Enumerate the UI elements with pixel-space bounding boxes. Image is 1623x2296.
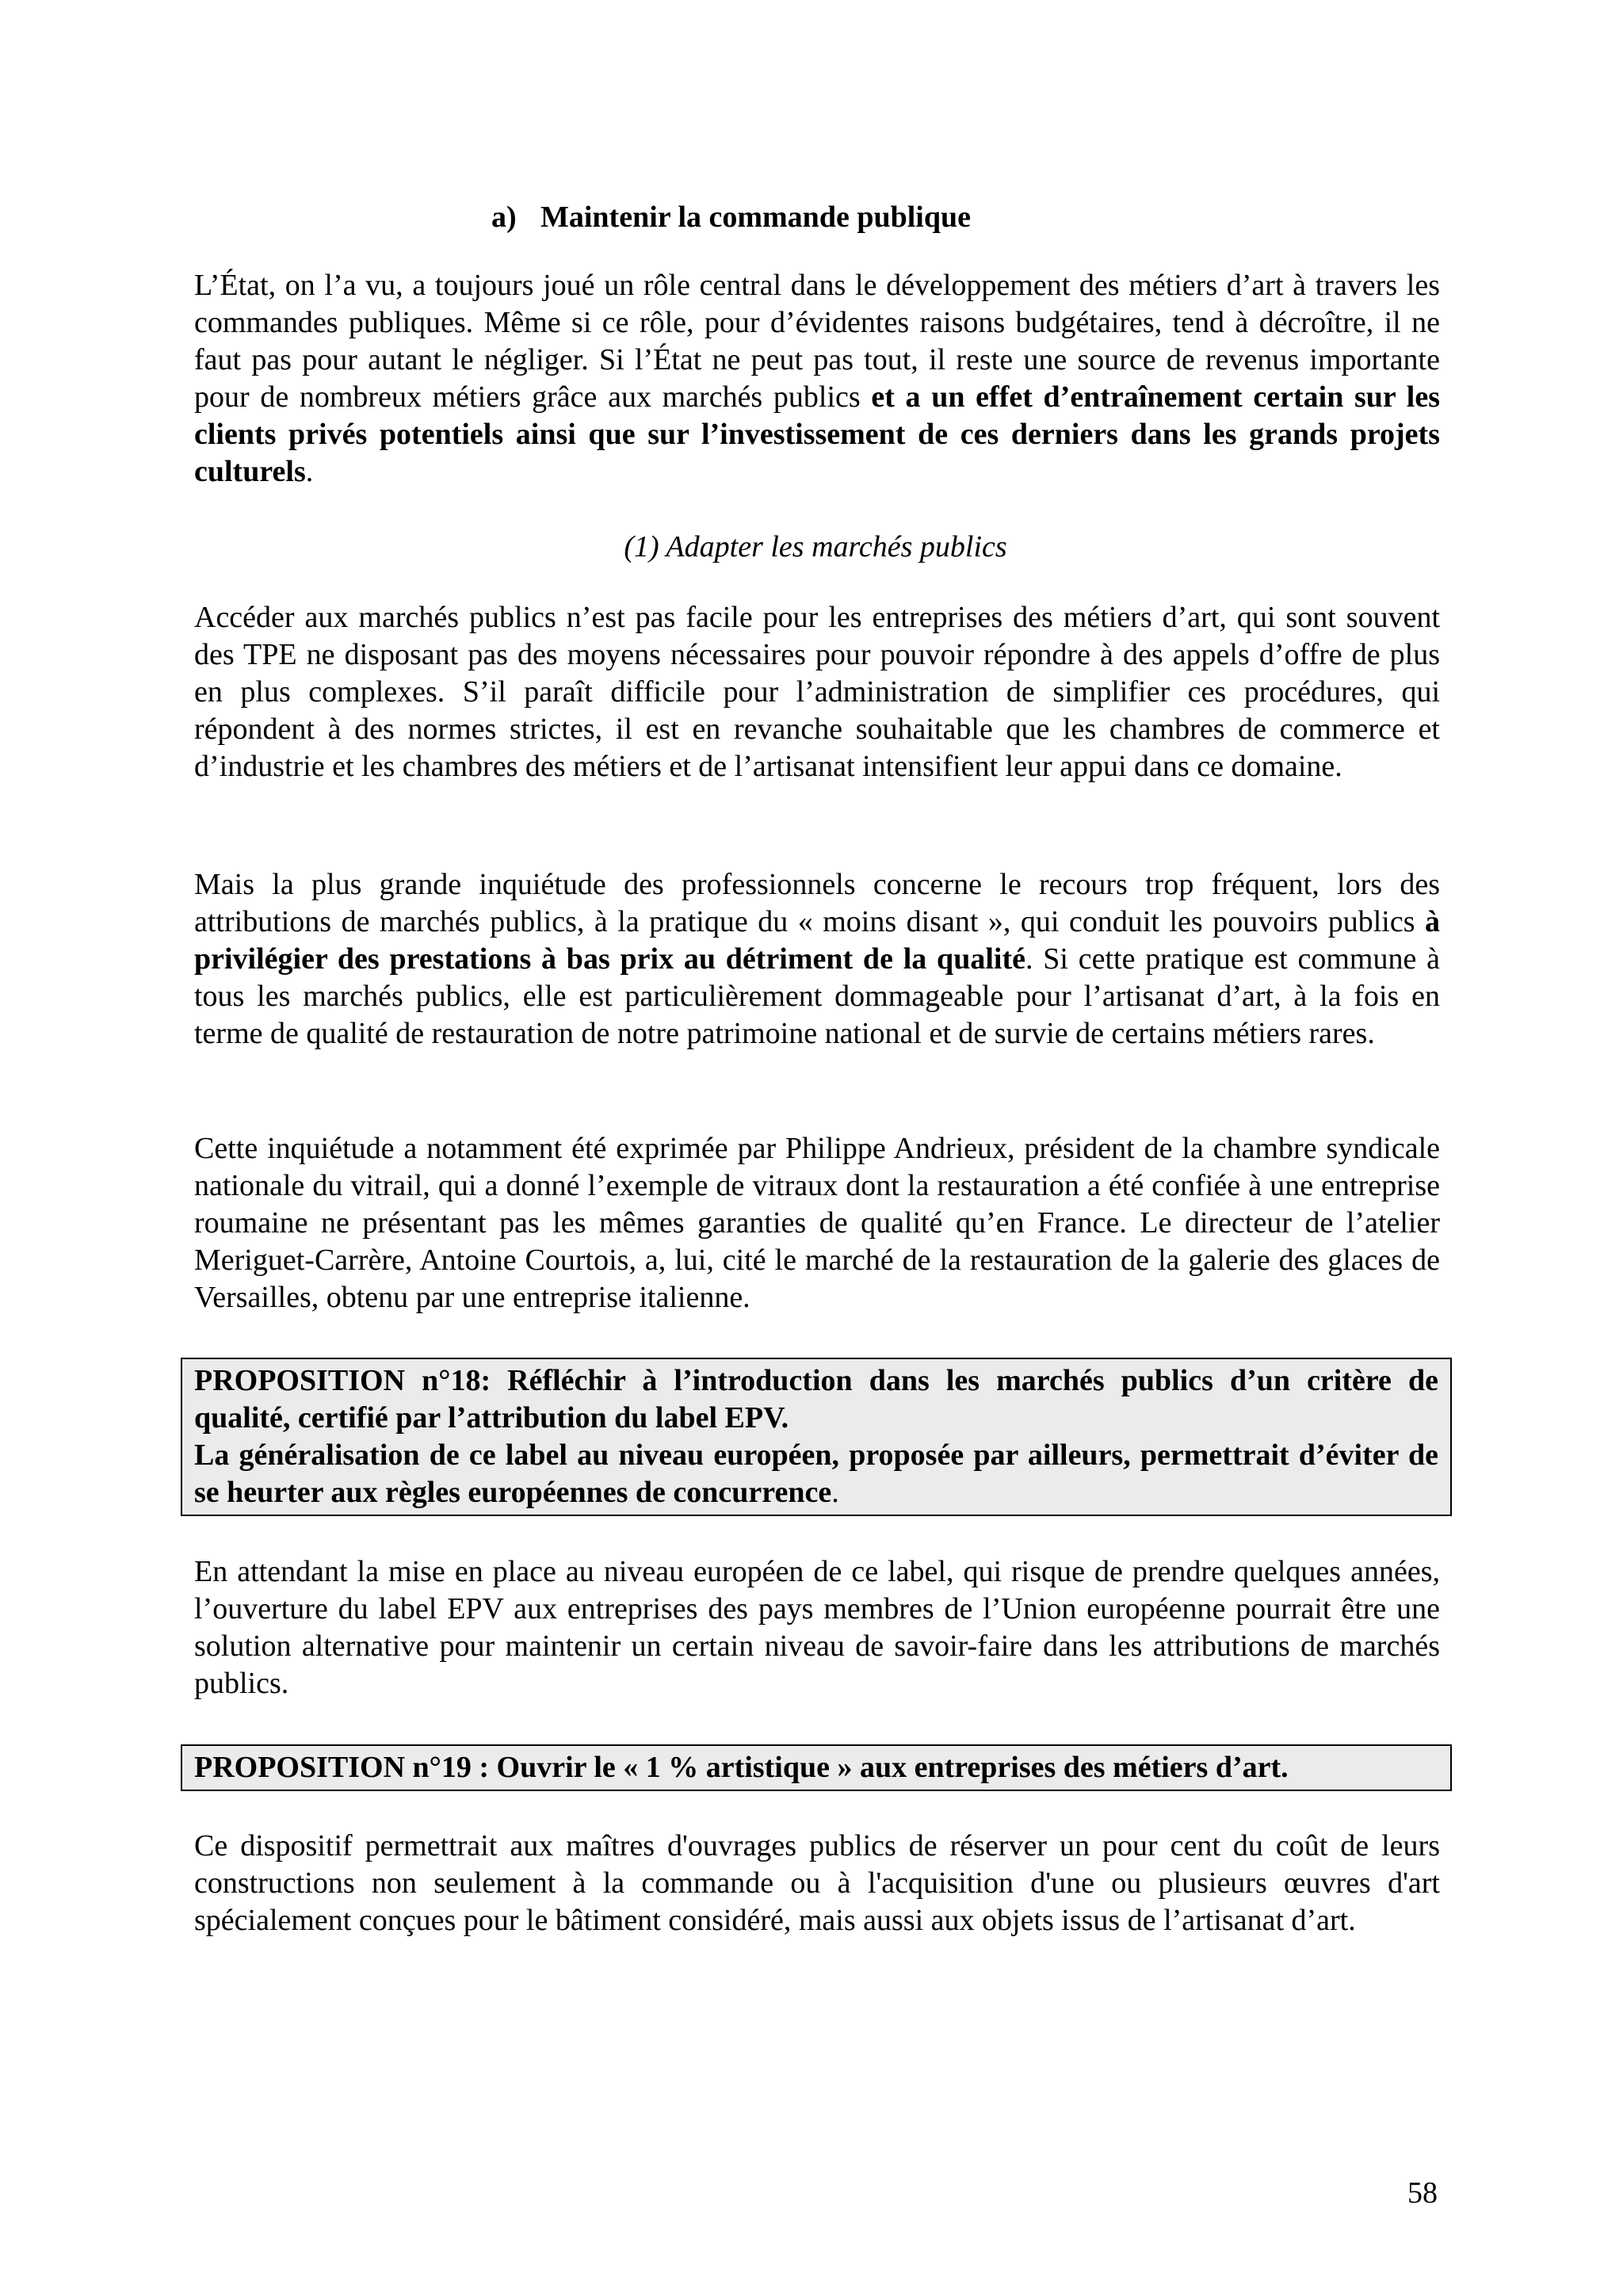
proposal-19-text: PROPOSITION n°19 : Ouvrir le « 1 % artistique » aux entreprises des métiers d’art.: [194, 1751, 1289, 1784]
proposal-18-detail: [194, 1437, 1438, 1511]
proposal-18-box: [181, 1358, 1452, 1516]
paragraph-state-role: [194, 267, 1440, 491]
section-number: a): [491, 201, 517, 234]
subsection-heading: (1) Adapter les marchés publics: [624, 530, 1007, 563]
paragraph-bold-text: à privilégier des prestations à bas prix au détriment de la qualité: [194, 905, 1440, 976]
proposal-19-box: [181, 1744, 1452, 1791]
paragraph-moins-disant: [194, 866, 1440, 1052]
proposal-18-bold-text: La généralisation de ce label au niveau européen, proposée par ailleurs, permettrait d’éviter de se heurter aux règles européennes de concurrence: [194, 1438, 1438, 1509]
section-title: Maintenir la commande publique: [540, 201, 971, 234]
page-number: 58: [1407, 2176, 1438, 2210]
paragraph-text-tail: .: [305, 455, 314, 488]
paragraph-text: L’État, on l’a vu, a toujours joué un rôle central dans le développement des métiers d’art à travers les commandes publiques. Même si ce rôle, pour d’évidentes raisons budgétaires, tend à décroître, il ne faut pas pour autant le négliger. Si l’État ne peut pas tout, il reste une source de revenus importante pour de nombreux métiers grâce aux marchés publics: [194, 269, 1440, 414]
proposal-18-tail: .: [831, 1476, 839, 1509]
paragraph-text: Mais la plus grande inquiétude des professionnels concerne le recours trop fréquent, lors des attributions de marchés publics, à la pratique du « moins disant », qui conduit les pouvoirs publics: [194, 868, 1440, 938]
section-heading: [491, 195, 971, 239]
paragraph-access-markets: Accéder aux marchés publics n’est pas facile pour les entreprises des métiers d’art, qui sont souvent des TPE ne disposant pas des moyens nécessaires pour pouvoir répondre à des appels d’offre de plus en plus complexes. S’il paraît difficile pour l’administration de simplifier ces procédures, qui répondent à des normes strictes, il est en revanche souhaitable que les chambres de commerce et d’industrie et les chambres des métiers et de l’artisanat intensifient leur appui dans ce domaine.: [194, 601, 1440, 783]
paragraph-andrieux: Cette inquiétude a notamment été exprimée par Philippe Andrieux, président de la chambre syndicale nationale du vitrail, qui a donné l’exemple de vitraux dont la restauration a été confiée à une entreprise roumaine ne présentant pas les mêmes garanties de qualité qu’en France. Le directeur de l’atelier Meriguet-Carrère, Antoine Courtois, a, lui, cité le marché de la restauration de la galerie des glaces de Versailles, obtenu par une entreprise italienne.: [194, 1132, 1440, 1314]
proposal-18-title: PROPOSITION n°18: Réfléchir à l’introduction dans les marchés publics d’un critère de qualité, certifié par l’attribution du label EPV.: [194, 1364, 1438, 1435]
paragraph-text-tail: . Si cette pratique est commune à tous les marchés publics, elle est particulièrement dommageable pour l’artisanat d’art, à la fois en terme de qualité de restauration de notre patrimoine national et de survie de certains métiers rares.: [194, 942, 1440, 1050]
paragraph-bold-text: et a un effet d’entraînement certain sur les clients privés potentiels ainsi que sur l’investissement de ces derniers dans les grands projets culturels: [194, 380, 1440, 488]
paragraph-dispositif: Ce dispositif permettrait aux maîtres d'ouvrages publics de réserver un pour cent du coût de leurs constructions non seulement à la commande ou à l'acquisition d'une ou plusieurs œuvres d'art spécialement conçues pour le bâtiment considéré, mais aussi aux objets issus de l’artisanat d’art.: [194, 1829, 1440, 1937]
paragraph-epv-label: En attendant la mise en place au niveau européen de ce label, qui risque de prendre quelques années, l’ouverture du label EPV aux entreprises des pays membres de l’Union européenne pourrait être une solution alternative pour maintenir un certain niveau de savoir-faire dans les attributions de marchés publics.: [194, 1555, 1440, 1700]
